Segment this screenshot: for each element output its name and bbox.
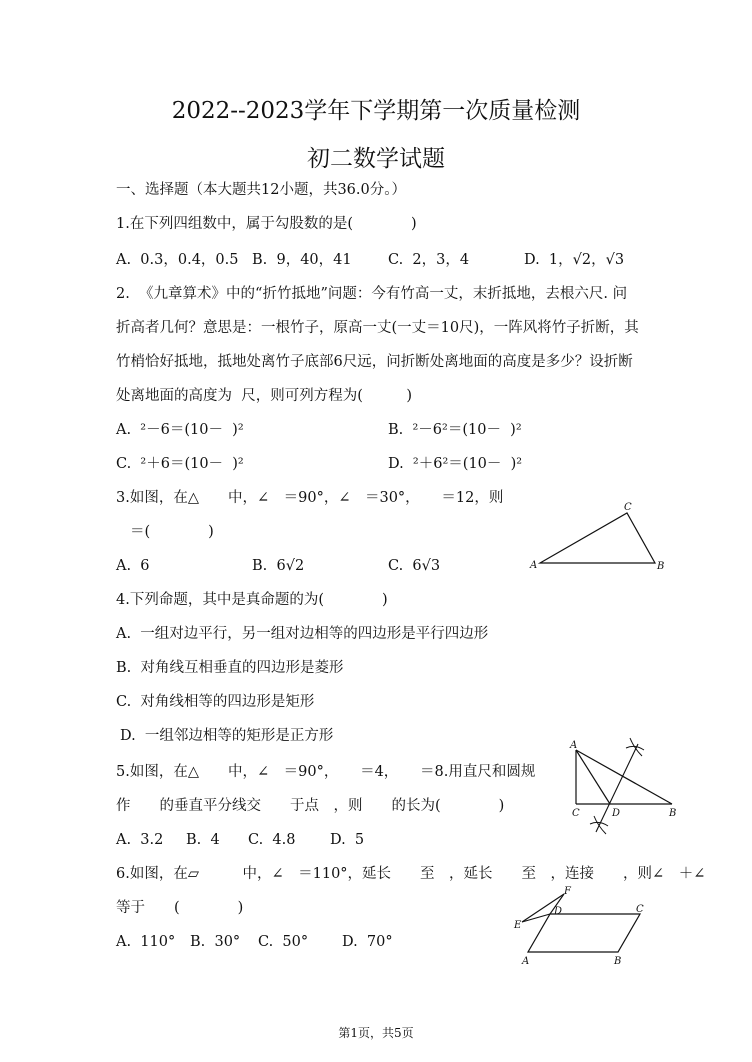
q2-line-3: 竹梢恰好抵地，抵地处离竹子底部6尺远，问折断处离地面的高度是多少？设折断 <box>116 354 633 370</box>
section-heading: 一、选择题（本大题共12小题，共36.0分。） <box>116 182 406 198</box>
q6-label-e: E <box>514 920 522 931</box>
q3-label-a: A <box>530 560 538 571</box>
q6-label-f: F <box>564 886 571 897</box>
q1-option-c: C. 2，3，4 <box>388 252 470 268</box>
q1-option-a: A. 0.3，0.4，0.5 <box>116 252 239 268</box>
q3-triangle-figure <box>530 502 670 574</box>
q6-label-a: A <box>522 956 530 967</box>
q5-option-b: B. 4 <box>186 832 220 848</box>
exam-title: 2022--2023学年下学期第一次质量检测 <box>171 98 581 124</box>
q3-line-2: ＝( ) <box>130 524 214 540</box>
q1-option-d: D. 1，√2，√3 <box>524 252 625 268</box>
q3-label-c: C <box>624 502 632 513</box>
q1-option-b: B. 9，40，41 <box>252 252 352 268</box>
q2-option-c: C. ²＋6＝(10－ )² <box>116 456 244 472</box>
q5-label-c: C <box>572 808 580 819</box>
q4-option-b: B. 对角线互相垂直的四边形是菱形 <box>116 660 344 676</box>
q3-option-a: A. 6 <box>116 558 150 574</box>
q2-line-4: 处离地面的高度为 尺，则可列方程为( ) <box>116 388 413 404</box>
q6-label-d: D <box>554 906 563 917</box>
q5-option-c: C. 4.8 <box>248 832 296 848</box>
q3-option-b: B. 6√2 <box>252 558 305 574</box>
q3-label-b: B <box>657 561 665 572</box>
q2-option-b: B. ²－6²＝(10－ )² <box>388 422 522 438</box>
q6-label-c: C <box>636 904 644 915</box>
q6-option-a: A. 110° <box>116 934 176 950</box>
q5-line-2: 作 的垂直平分线交 于点 ，则 的长为( ) <box>116 798 505 814</box>
q5-label-b: B <box>669 808 677 819</box>
q4-option-a: A. 一组对边平行，另一组对边相等的四边形是平行四边形 <box>116 626 489 642</box>
exam-subtitle: 初二数学试题 <box>307 146 445 172</box>
q4-option-c: C. 对角线相等的四边形是矩形 <box>116 694 315 710</box>
q5-option-d: D. 5 <box>330 832 365 848</box>
q6-option-d: D. 70° <box>342 934 393 950</box>
q3-line-1: 3.如图，在△ 中，∠ ＝90°，∠ ＝30°， ＝12，则 <box>116 490 504 506</box>
q5-label-d: D <box>612 808 621 819</box>
q5-construction-figure <box>568 736 686 842</box>
q2-line-1: 2. 《九章算术》中的“折竹抵地”问题：今有竹高一丈，末折抵地，去根六尺. 问 <box>116 286 628 302</box>
q6-option-b: B. 30° <box>190 934 241 950</box>
q6-parallelogram-figure <box>510 884 660 968</box>
q2-option-d: D. ²＋6²＝(10－ )² <box>388 456 523 472</box>
q6-line-2: 等于 ( ) <box>116 900 244 916</box>
q5-label-a: A <box>570 740 578 751</box>
q5-line-1: 5.如图，在△ 中，∠ ＝90°， ＝4， ＝8.用直尺和圆规 <box>116 764 536 780</box>
q2-option-a: A. ²－6＝(10－ )² <box>116 422 244 438</box>
q6-line-1: 6.如图，在▱ 中，∠ ＝110°，延长 至 ，延长 至 ，连接 ，则∠ ＋∠ <box>116 866 706 882</box>
q3-option-c: C. 6√3 <box>388 558 441 574</box>
q6-label-b: B <box>614 956 622 967</box>
q2-line-2: 折高者几何？意思是：一根竹子，原高一丈(一丈＝10尺)，一阵风将竹子折断，其 <box>116 320 639 336</box>
q4-option-d: D. 一组邻边相等的矩形是正方形 <box>120 728 334 744</box>
page-footer: 第1页，共5页 <box>338 1026 414 1040</box>
q1-stem: 1.在下列四组数中，属于勾股数的是( ) <box>116 216 417 232</box>
q6-option-c: C. 50° <box>258 934 309 950</box>
q5-option-a: A. 3.2 <box>116 832 164 848</box>
q4-stem: 4.下列命题，其中是真命题的为( ) <box>116 592 388 608</box>
